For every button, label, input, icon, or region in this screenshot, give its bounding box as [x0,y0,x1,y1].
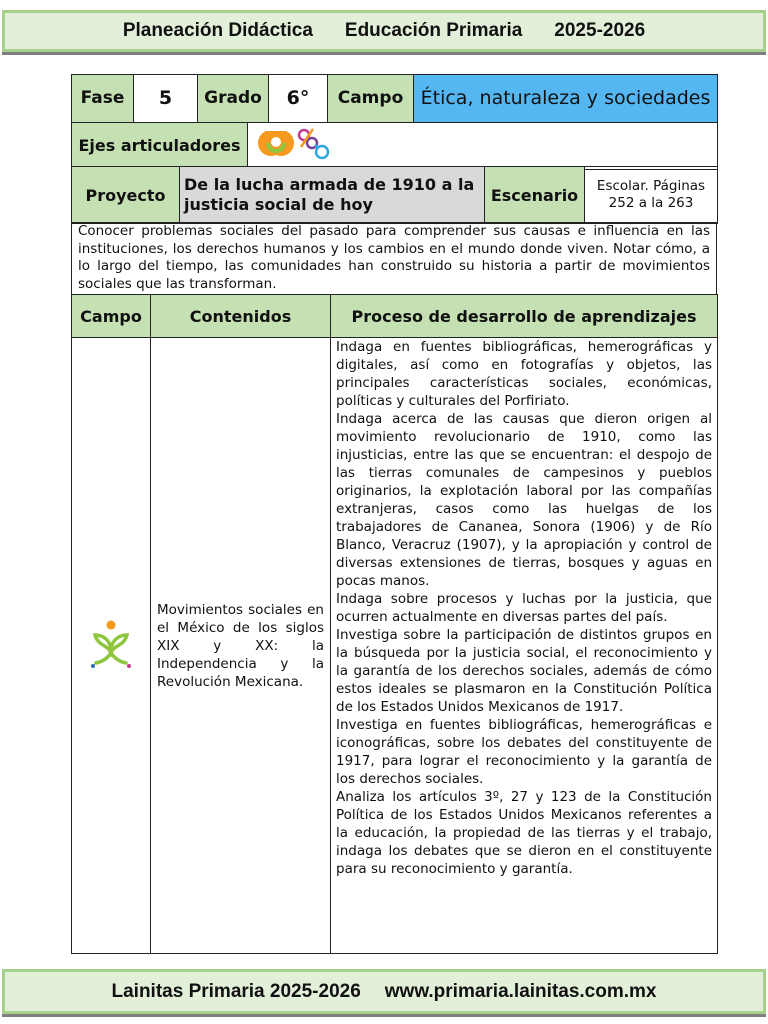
campo-value: Ética, naturaleza y sociedades [414,75,718,123]
pda-item: Analiza los artículos 3º, 27 y 123 de la Constitución Política de los Estados Unidos Mexicanos referentes a la educación, la propiedad de las tierras y el trabajo, indaga los debates que se dieron en el constituyente para su reconocimiento y garantía. [336,789,712,877]
campo-label: Campo [328,75,414,123]
fase-value: 5 [134,75,198,123]
header-title: Planeación Didáctica [122,20,313,41]
grado-value: 6° [269,75,328,123]
escenario-label: Escenario [485,167,585,224]
escenario-value: Escolar. Páginas 252 a la 263 [585,167,718,224]
col-campo: Campo [72,295,151,338]
proyecto-title: De la lucha armada de 1910 a la justicia social de hoy [180,167,485,224]
pda-item: Investiga en fuentes bibliográficas, hemerográficas e iconográficas, sobre los debates del constituyente de 1917, para lograr el reconocimiento y la garantía de los derechos sociales. [336,717,712,787]
description-table [71,222,717,295]
header-banner [2,10,766,52]
header-year: 2025-2026 [554,20,646,41]
footer-brand: Lainitas Primaria 2025-2026 [111,980,361,1002]
col-contenidos: Contenidos [151,295,331,338]
ejes-table [71,122,718,170]
header-level: Educación Primaria [344,20,523,41]
footer-banner [2,969,766,1014]
inclusion-eje-icon [258,131,294,156]
ejes-label: Ejes articuladores [72,123,248,170]
proyecto-label: Proyecto [72,167,180,224]
grado-label: Grado [198,75,269,123]
footer-url: www.primaria.lainitas.com.mx [384,980,657,1002]
campo-cell [72,338,151,954]
contenido-cell: Movimientos sociales en el México de los siglos XIX y XX: la Independencia y la Revolución Mexicana. [151,338,331,954]
etica-naturaleza-campo-icon [88,617,134,671]
pda-cell [331,338,718,954]
pda-item: Indaga en fuentes bibliográficas, hemerográficas y digitales, así como en fotografías y objetos, las principales características sociales, económicas, políticas y culturales del Porfiriato. [336,339,712,409]
fase-label: Fase [72,75,134,123]
content-table [71,294,718,954]
ejes-icons-svg [256,123,336,165]
pda-item: Indaga sobre procesos y luchas por la justicia, que ocurren actualmente en diversas partes del país. [336,591,712,625]
project-table [71,166,718,224]
ejes-icons [248,123,718,170]
col-proceso: Proceso de desarrollo de aprendizajes [331,295,718,338]
project-description: Conocer problemas sociales del pasado para comprender sus causas e influencia en las instituciones, los derechos humanos y los cambios en el mundo donde viven. Notar cómo, a lo largo del tiempo, las comunidades han construido su historia a partir de movimientos sociales que las transforman. [72,223,717,295]
pda-item: Investiga sobre la participación de distintos grupos en la búsqueda por la justicia social, el reconocimiento y la garantía de los derechos sociales, además de cómo estos ideales se plasmaron en la Constitución Política de los Estados Unidos Mexicanos de 1917. [336,627,712,715]
pda-item: Indaga acerca de las causas que dieron origen al movimiento revolucionario de 1910, como las injusticias, entre las que se encuentran: el despojo de las tierras comunales de campesinos y pueblos originarios, la explotación laboral por las compañías extranjeras, casos como las huelgas de los trabajadores de Cananea, Sonora (1906) y de Río Blanco, Veracruz (1907), y la apropiación y control de diversas extensiones de tierras, bosques y aguas en pocas manos. [336,411,712,589]
info-table [71,74,718,123]
igualdad-genero-eje-icon [299,129,328,158]
